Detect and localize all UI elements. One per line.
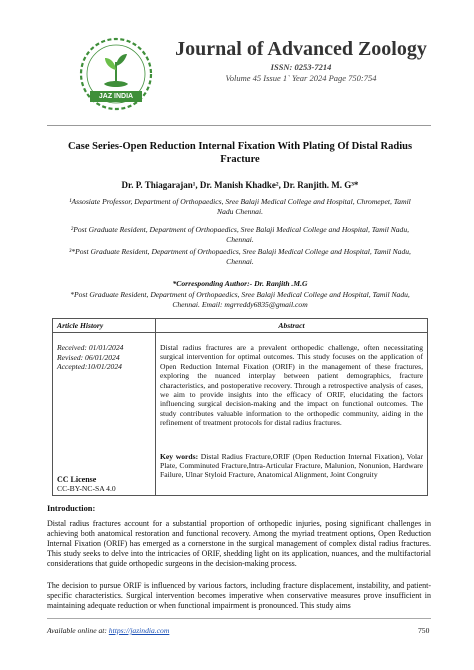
article-history-header: Article History xyxy=(53,319,156,333)
page-number: 750 xyxy=(418,626,430,635)
introduction-heading: Introduction: xyxy=(47,504,96,513)
revised-date: Revised: 06/01/2024 xyxy=(57,352,120,362)
corresponding-author: *Corresponding Author:- Dr. Ranjith .M.G xyxy=(172,279,308,288)
introduction-paragraph-2: The decision to pursue ORIF is influenced by various factors, including fracture displacement, instability, and patient-specific characteristics. Surgical intervention becomes imperative when conservative measures prove insufficient in maintaining adequate reduction or when functional impairment is pronounced. This study aims xyxy=(47,581,431,610)
journal-volume-line: Volume 45 Issue 1` Year 2024 Page 750:754 xyxy=(225,73,377,83)
available-label: Available online at: xyxy=(47,626,109,635)
article-title: Case Series-Open Reduction Internal Fixation With Plating Of Distal Radius Fracture xyxy=(67,141,413,165)
cc-license-label: CC License xyxy=(57,475,97,484)
cc-license-value: CC-BY-NC-SA 4.0 xyxy=(57,484,116,493)
article-history-cell xyxy=(53,333,156,450)
journal-logo xyxy=(78,36,154,112)
journal-url-link[interactable]: https://jazindia.com xyxy=(108,626,170,635)
journal-title: Journal of Advanced Zoology xyxy=(175,38,427,60)
license-cell xyxy=(53,450,156,496)
abstract-cell xyxy=(156,333,428,450)
introduction-paragraph-1: Distal radius fractures account for a substantial proportion of orthopedic injuries, posing significant challenges in achieving both anatomical restoration and functional recovery. Among the myriad treatment options, Open Reduction Internal Fixation (ORIF) has emerged as a cornerstone in the surgical management of complex distal radius fractures. This study seeks to delve into the intricacies of ORIF, shedding light on its application, nuances, and the multifactorial considerations that guide orthopedic surgeons in the decision-making process. xyxy=(47,519,431,568)
accepted-date: Accepted:10/01/2024 xyxy=(57,362,122,372)
header-divider xyxy=(47,125,431,126)
keywords-text: Distal Radius Fracture,ORIF (Open Reduction Internal Fixation), Volar Plate, Comminuted Fracture,Intra-Articular Fracture, Malunion, Nonunion, Hardware Failure, Ulnar Styloid Fracture, Anatomical Alignment, Joint Congruity xyxy=(160,451,423,480)
received-date: Received: 01/01/2024 xyxy=(57,343,124,352)
corresponding-detail: *Post Graduate Resident, Department of Orthopaedics, Sree Balaji Medical College and Hospital, Tamil Nadu, Chennai. Email: mgrreddy6835@gmail.com xyxy=(70,290,410,309)
article-info-table xyxy=(52,318,428,496)
abstract-header: Abstract xyxy=(156,319,428,333)
affiliation-1: ¹Assosiate Professor, Department of Orthopaedics, Sree Balaji Medical College and Hospital, Chromepet, Tamil Nadu Chennai. xyxy=(69,197,411,216)
keywords-label: Key words: xyxy=(160,451,199,461)
affiliation-2: ²Post Graduate Resident, Department of Orthopaedics, Sree Balaji Medical College and Hospital, Tamil Nadu, Chennai. xyxy=(70,225,410,244)
affiliation-3: ³*Post Graduate Resident, Department of Orthopaedics, Sree Balaji Medical College and Hospital, Tamil Nadu, Chennai. xyxy=(69,247,411,266)
journal-issn: ISSN: 0253-7214 xyxy=(270,62,332,72)
abstract-text: Distal radius fractures are a prevalent orthopedic challenge, often necessitating surgical intervention for optimal outcomes. This study focuses on the application of Open Reduction Internal Fixation (ORIF) in the management of these fractures, exploring the nuanced interplay between patient demographics, fracture characteristics, and postoperative recovery. Through a retrospective analysis of cases, we aim to provide insights into the efficacy of ORIF, elucidating the factors influencing surgical decision-making and the impact on functional outcomes. The study contributes valuable information to the orthopedic community, aiding in the refinement of treatment protocols for distal radius fractures. xyxy=(160,343,423,428)
keywords-cell xyxy=(156,450,428,496)
footer-availability xyxy=(47,626,169,635)
footer-divider xyxy=(47,618,431,619)
article-authors: Dr. P. Thiagarajan¹, Dr. Manish Khadke², Dr. Ranjith. M. G³* xyxy=(121,180,359,190)
logo-text: JAZ INDIA xyxy=(90,91,142,102)
